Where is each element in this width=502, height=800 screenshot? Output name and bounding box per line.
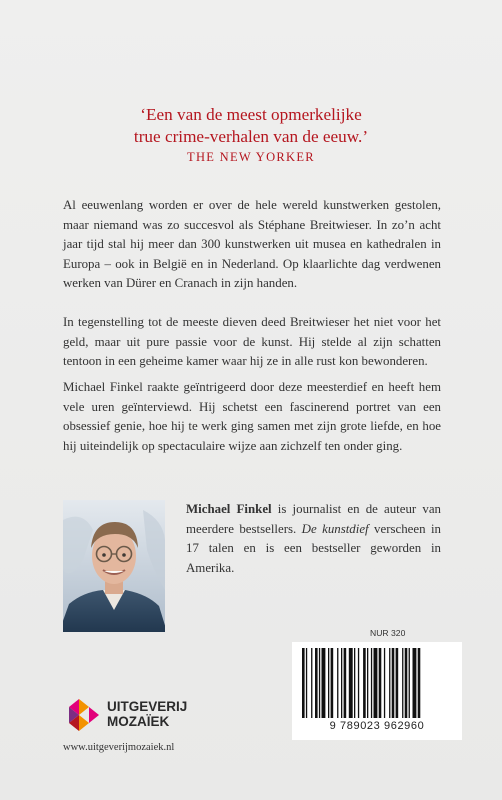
barcode-bar [409,648,410,718]
barcode-bar [396,648,399,718]
barcode-bar [402,648,403,718]
barcode-bar [354,648,355,718]
barcode-bar [302,648,305,718]
author-bio [186,500,441,578]
book-title: De kunstdief [301,521,369,536]
barcode-bar [331,648,334,718]
barcode-bar [384,648,385,718]
blurb-paragraph-3: Michael Finkel raakte geïntrigeerd door deze meesterdief en heeft hem vele uren geïnterviewd. Hij schetst een fascinerend portret van een obsessief genie, hoe hij te werk ging samen met zijn grote liefde, en hoe hij uiteindelijk op spectaculaire wijze aan zichzelf ten onder ging. [63,380,441,453]
author-portrait-illustration [63,500,165,632]
barcode-bar [349,648,353,718]
nur-code: NUR 320 [370,628,406,638]
barcode-bars [292,642,462,722]
barcode-bar [405,648,408,718]
bio-text-2: verscheen in 17 talen en is een bestseller geworden in Amerika. [186,521,441,575]
isbn-barcode [292,642,462,740]
publisher-line-2: MOZAÏEK [107,714,170,729]
barcode-bar [363,648,366,718]
barcode-bar [328,648,329,718]
barcode-bar [371,648,372,718]
barcode-bar [322,648,326,718]
barcode-bar [311,648,312,718]
publisher-name [107,699,187,729]
barcode-bar [358,648,359,718]
bio-text-1: is journalist en de auteur van meerdere bestsellers. [186,502,441,536]
barcode-bar [389,648,390,718]
quote-source: THE NEW YORKER [187,150,315,164]
barcode-bar [374,648,378,718]
publisher-website: www.uitgeverijmozaiek.nl [63,742,175,753]
author-name: Michael Finkel [186,502,272,516]
blurb-paragraph-2: In tegenstelling tot de meeste dieven deed Breitwieser het niet voor het geld, maar uit pure passie voor de kunst. Hij stelde al zijn schatten tentoon in een geheime kamer waar hij ze in alle rust kon bewonderen. [63,315,441,369]
barcode-bar [418,648,421,718]
barcode-bar [306,648,307,718]
mozaiek-logo-icon [63,697,101,733]
barcode-bar [344,648,347,718]
author-photo [63,500,165,632]
barcode-bar [315,648,318,718]
quote-line-2: true crime-verhalen van de eeuw.’ [133,127,369,146]
barcode-bar [379,648,382,718]
publisher-line-1: UITGEVERIJ [107,699,188,714]
barcode-bar [319,648,320,718]
barcode-bar [392,648,395,718]
quote-line-1: ‘Een van de meest opmerkelijke [140,105,362,124]
barcode-bar [341,648,342,718]
barcode-bar [413,648,417,718]
blurb-paragraph-1: Al eeuwenlang worden er over de hele wereld kunstwerken gestolen, maar niemand was zo succesvol als Stéphane Breitwieser. In zo’n acht jaar tijd stal hij meer dan 300 kunstwerken uit musea en kathedralen in Europa – ook in België en in Nederland. Op klaarlichte dag verdwenen werken van Dürer en Cranach in zijn handen. [63,198,441,291]
publisher-logo [63,697,188,738]
isbn-number: 9 789023 962960 [329,720,425,732]
barcode-bar [367,648,368,718]
barcode-bar [337,648,338,718]
